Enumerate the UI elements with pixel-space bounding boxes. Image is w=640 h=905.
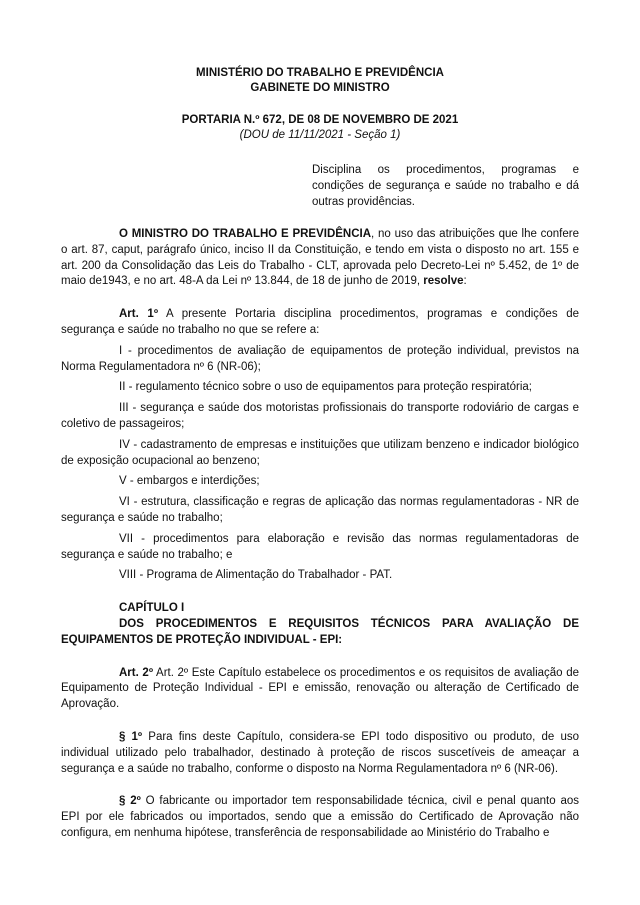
article-1 xyxy=(61,307,579,339)
chapter-label: CAPÍTULO I xyxy=(119,602,185,615)
ministry-heading: MINISTÉRIO DO TRABALHO E PREVIDÊNCIA xyxy=(196,67,444,79)
article-2-label: Art. 2º xyxy=(119,666,154,679)
preamble xyxy=(61,227,579,290)
item-vi: VI - estrutura, classificação e regras de aplicação das normas regulamentadoras - NR de segurança e saúde no trabalho; xyxy=(61,496,579,524)
preamble-lead: O MINISTRO DO TRABALHO E PREVIDÊNCIA xyxy=(119,228,372,240)
article-1-text: A presente Portaria disciplina procedimentos, programas e condições de segurança e saúde no trabalho no que se refere a: xyxy=(61,308,579,336)
preamble-resolve: resolve xyxy=(423,275,464,288)
item-viii: VIII - Programa de Alimentação do Trabalhador - PAT. xyxy=(119,569,393,582)
item-vii: VII - procedimentos para elaboração e revisão das normas regulamentadoras de segurança e saúde no trabalho; e xyxy=(61,532,579,561)
item-v: V - embargos e interdições; xyxy=(119,475,260,488)
item-ii: II - regulamento técnico sobre o uso de equipamentos para proteção respiratória; xyxy=(119,381,532,394)
article-1-label: Art. 1º xyxy=(119,308,159,321)
chapter-title: DOS PROCEDIMENTOS E REQUISITOS TÉCNICOS PARA AVALIAÇÃO DE EQUIPAMENTOS DE PROTEÇÃO INDIVIDUAL - EPI: xyxy=(61,617,579,646)
ementa: Disciplina os procedimentos, programas e condições de segurança e saúde no trabalho e dá outras providências. xyxy=(312,164,579,208)
paragraph-2 xyxy=(61,794,579,841)
article-2-text: Art. 2º Este Capítulo estabelece os procedimentos e os requisitos de avaliação de Equipamento de Proteção Individual - EPI e emissão, renovação ou alteração de Certificado de Aprovação. xyxy=(61,666,579,711)
office-heading: GABINETE DO MINISTRO xyxy=(250,82,390,94)
portaria-title: PORTARIA N.º 672, DE 08 DE NOVEMBRO DE 2021 xyxy=(181,114,459,126)
paragraph-1 xyxy=(61,730,579,777)
paragraph-1-text: Para fins deste Capítulo, considera-se EPI todo dispositivo ou produto, de uso individual utilizado pelo trabalhador, destinado à proteção de riscos suscetíveis de ameaçar a segurança e a saúde no trabalho, conforme o disposto na Norma Regulamentadora nº 6 (NR-06). xyxy=(61,730,579,775)
dou-reference: (DOU de 11/11/2021 - Seção 1) xyxy=(239,129,401,141)
paragraph-1-label: § 1º xyxy=(119,730,143,743)
paragraph-2-text: O fabricante ou importador tem responsabilidade técnica, civil e penal quanto aos EPI por ele fabricados ou importados, sendo que a emissão do Certificado de Aprovação não configura, em nenhuma hipótese, transferência de responsabilidade ao Ministério do Trabalho e xyxy=(61,795,580,839)
item-i: I - procedimentos de avaliação de equipamentos de proteção individual, previstos na Norma Regulamentadora nº 6 (NR-06); xyxy=(61,344,579,373)
article-2 xyxy=(61,666,579,713)
item-iii: III - segurança e saúde dos motoristas profissionais do transporte rodoviário de cargas e coletivo de passageiros; xyxy=(61,402,579,430)
item-iv: IV - cadastramento de empresas e instituições que utilizam benzeno e indicador biológico de exposição ocupacional ao benzeno; xyxy=(61,438,579,467)
preamble-end: : xyxy=(463,275,467,288)
paragraph-2-label: § 2º xyxy=(119,795,141,808)
preamble-body: , no uso das atribuições que lhe confere o art. 87, caput, parágrafo único, inciso II da Constituição, e tendo em vista o disposto no art. 155 e art. 200 da Consolidação das Leis do Trabalho - CLT, aprovada pelo Decreto-Lei nº 5.452, de 1º de maio de1943, e no art. 48-A da Lei nº 13.844, de 18 de junho de 2019, xyxy=(61,228,579,288)
